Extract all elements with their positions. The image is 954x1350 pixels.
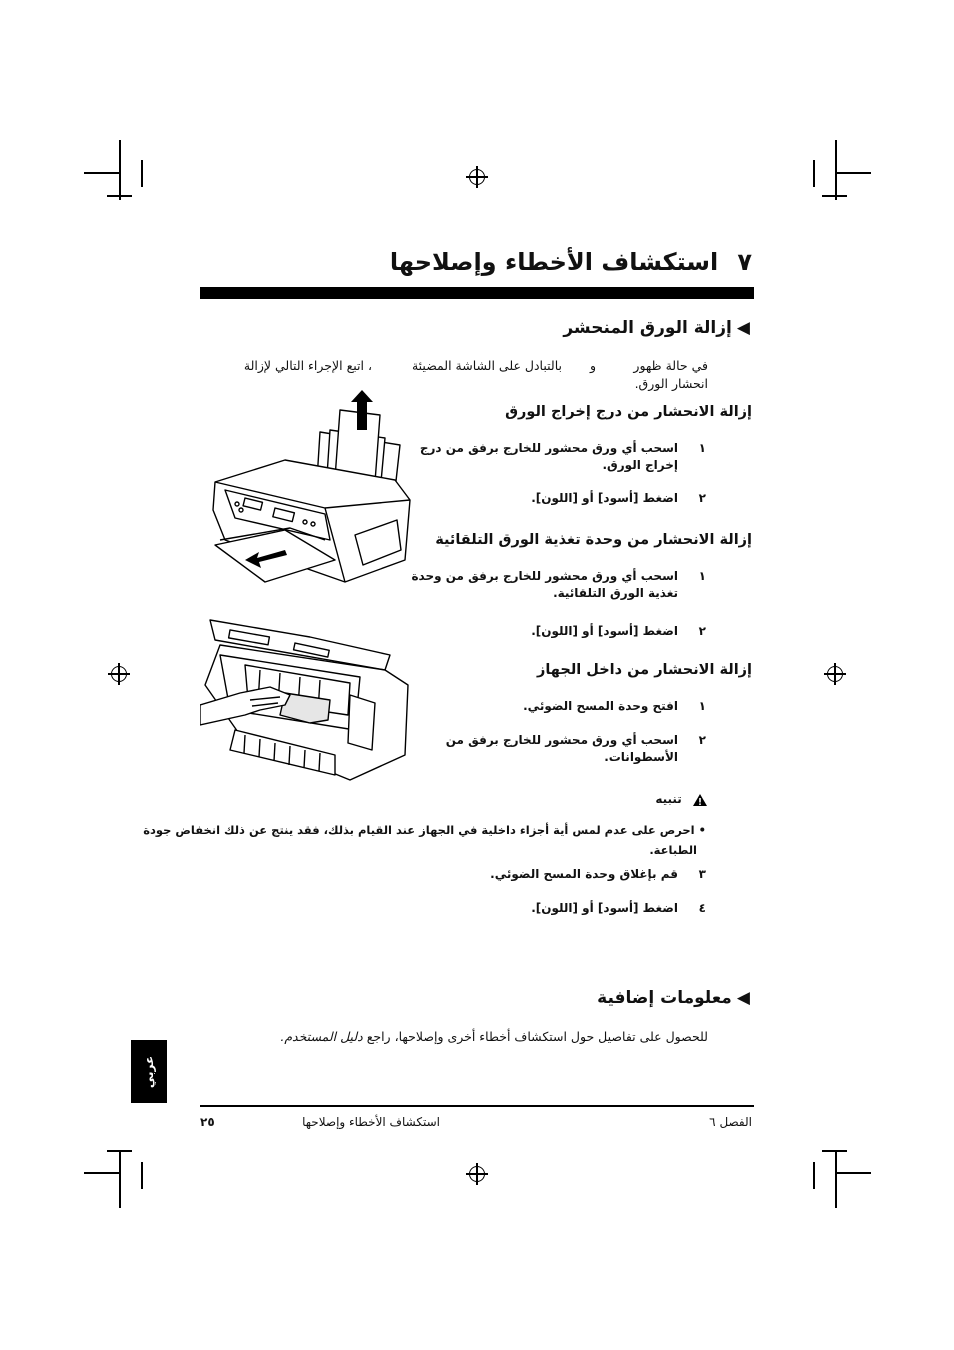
caution-label: تنبيه <box>655 792 682 806</box>
caution-text <box>143 820 706 840</box>
step-number: ١ <box>698 699 706 713</box>
crop-mark <box>813 160 815 187</box>
chapter-rule <box>200 287 754 299</box>
step-text: افتح وحدة المسح الضوئي. <box>523 699 678 713</box>
step-item <box>376 568 706 604</box>
crop-mark <box>836 1172 871 1174</box>
user-guide-ref: دليل المستخدم. <box>280 1029 363 1044</box>
printer-output-tray-illustration <box>205 390 415 595</box>
step-number: ٢ <box>698 733 706 747</box>
step-number: ٤ <box>698 901 706 915</box>
step-number: ١ <box>698 441 706 455</box>
step-text: اضغط [أسود] أو [اللون]. <box>531 901 678 915</box>
registration-mark-icon <box>469 1166 485 1182</box>
crop-mark <box>835 140 837 200</box>
section-title: إزالة الورق المنحشر <box>563 318 732 338</box>
intro-line-2: انحشار الورق. <box>634 376 708 391</box>
crop-mark <box>836 172 871 174</box>
crop-mark <box>119 1150 121 1208</box>
language-side-tab <box>131 1040 167 1103</box>
step-text: اسحب أي ورق محشور للخارج برفق من درج <box>419 441 678 455</box>
intro-part: في حالة ظهور <box>633 358 708 373</box>
registration-mark-icon <box>111 666 127 682</box>
step-text: اسحب أي ورق محشور للخارج برفق من <box>445 733 678 747</box>
caution-line-2: الطباعة. <box>649 843 697 857</box>
registration-mark-icon <box>469 169 485 185</box>
crop-mark <box>119 140 121 200</box>
chapter-title: استكشاف الأخطاء وإصلاحها <box>389 248 719 276</box>
crop-mark <box>107 1150 132 1152</box>
footer-chapter-label: الفصل ٦ <box>709 1115 752 1129</box>
crop-mark <box>84 172 119 174</box>
chapter-number: ٧ <box>737 248 752 276</box>
intro-part: بالتبادل على الشاشة المضيئة <box>411 358 562 373</box>
section-title: معلومات إضافية <box>597 988 732 1008</box>
crop-mark <box>107 195 132 197</box>
intro-part: ، اتبع الإجراء التالي لإزالة <box>243 358 372 373</box>
step-text: إخراج الورق. <box>602 458 678 472</box>
crop-mark <box>822 1150 847 1152</box>
crop-mark <box>141 160 143 187</box>
step-item <box>376 866 706 884</box>
step-text: اضغط [أسود] أو [اللون]. <box>531 491 678 505</box>
step-number: ٢ <box>698 491 706 505</box>
triangle-bullet-icon: ◀ <box>736 318 750 338</box>
step-number: ٢ <box>698 624 706 638</box>
step-item <box>376 732 706 768</box>
step-text: الأسطوانات. <box>604 750 678 764</box>
page-number: ٢٥ <box>200 1115 215 1129</box>
step-item <box>376 490 706 508</box>
crop-mark <box>822 195 847 197</box>
step-number: ١ <box>698 569 706 583</box>
registration-mark-icon <box>827 666 843 682</box>
footer-title: استكشاف الأخطاء وإصلاحها <box>302 1115 440 1129</box>
caution-header <box>655 792 708 807</box>
step-item <box>376 698 706 716</box>
step-item <box>376 623 706 641</box>
warning-icon <box>692 793 708 807</box>
bullet-icon: • <box>698 823 706 837</box>
section-heading-paper-jam <box>563 318 750 338</box>
subheading-output-tray: إزالة الانحشار من درج إخراج الورق <box>505 404 752 420</box>
chapter-heading <box>390 248 752 276</box>
crop-mark <box>813 1162 815 1189</box>
step-text: اضغط [أسود] أو [اللون]. <box>531 624 678 638</box>
step-number: ٣ <box>698 867 706 881</box>
step-text: قم بإغلاق وحدة المسح الضوئي. <box>490 867 678 881</box>
section-heading-additional-info <box>597 988 750 1008</box>
step-item <box>376 900 706 918</box>
crop-mark <box>84 1172 119 1174</box>
step-text: اسحب أي ورق محشور للخارج برفق من وحدة <box>411 569 678 583</box>
caution-line-1: احرص على عدم لمس أية أجزاء داخلية في الجهاز عند القيام بذلك، فقد ينتج عن ذلك انخفاض جودة <box>143 823 695 837</box>
additional-info-body: للحصول على تفاصيل حول استكشاف أخطاء أخرى وإصلاحها، راجع <box>366 1029 708 1044</box>
step-text: تغذية الورق التلقائية. <box>553 586 678 600</box>
step-item <box>376 440 706 476</box>
printer-inside-illustration <box>200 615 412 790</box>
footer-rule <box>200 1105 754 1107</box>
intro-part: و <box>589 358 596 373</box>
crop-mark <box>835 1150 837 1208</box>
subheading-inside: إزالة الانحشار من داخل الجهاز <box>537 662 752 678</box>
side-tab-label: عربي <box>142 1055 156 1088</box>
crop-mark <box>141 1162 143 1189</box>
additional-info-text <box>280 1028 708 1045</box>
triangle-bullet-icon: ◀ <box>736 988 750 1008</box>
subheading-adf: إزالة الانحشار من وحدة تغذية الورق التلقائية <box>435 532 752 548</box>
